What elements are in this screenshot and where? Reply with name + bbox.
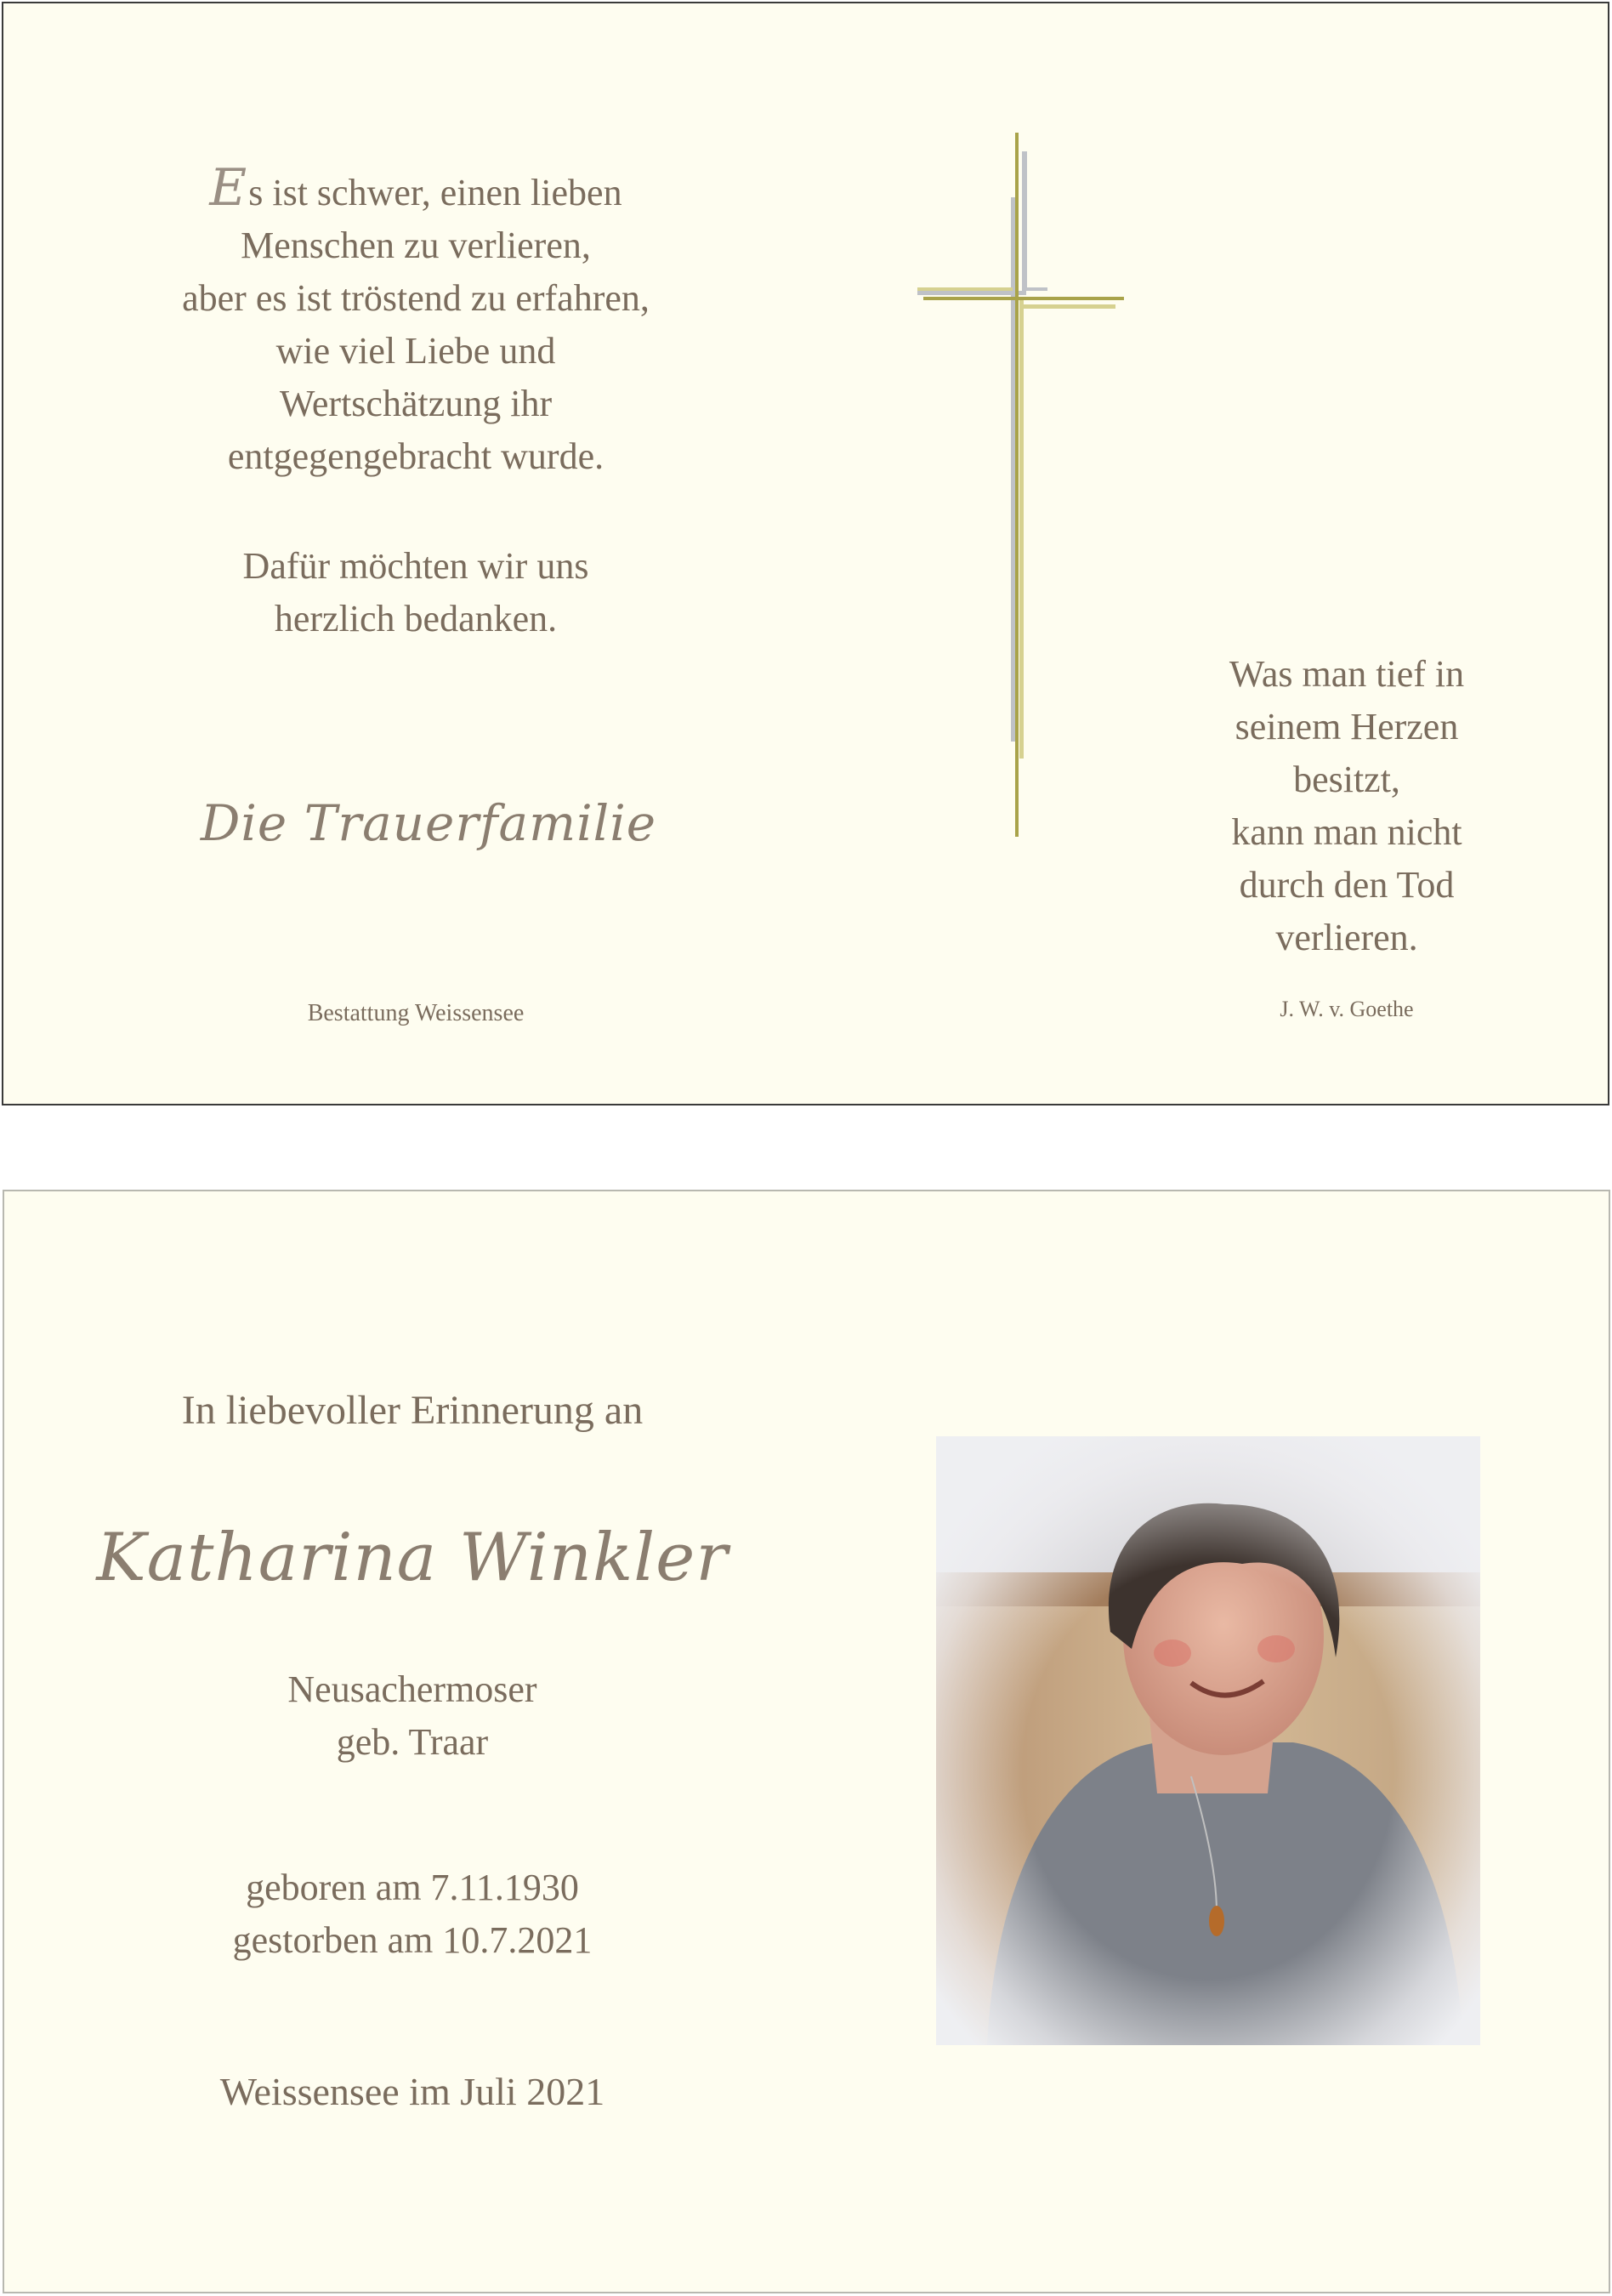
cross-light-vertical-main [1019,299,1024,759]
verse-initial: E [209,158,249,218]
quote-line-3: besitzt, [1293,759,1400,800]
funeral-home: Bestattung Weissensee [307,1000,525,1026]
card-inside [2,2,1609,1105]
verse-left [54,158,777,483]
thanks-line-1: Dafür möchten wir uns [242,545,589,587]
birth-date: geboren am 7.11.1930 [246,1867,579,1908]
quote [1151,648,1542,964]
thanks-text [54,540,777,645]
quote-line-2: seinem Herzen [1235,706,1459,747]
cross-olive-horizontal [923,297,1124,300]
verse-line-3: aber es ist tröstend zu erfahren, [182,277,650,319]
verse-line-1: Es ist schwer, einen lieben [209,158,622,218]
cross-icon [913,129,1134,844]
maiden-name: geb. Traar [336,1721,489,1763]
thanks-line-2: herzlich bedanken. [274,598,558,639]
quote-author: J. W. v. Goethe [1280,997,1414,1021]
quote-line-5: durch den Tod [1239,864,1455,906]
names-block [72,1663,752,1769]
quote-line-6: verlieren. [1275,917,1418,958]
cross-grey-vertical-short [1022,151,1027,287]
verse-line-5: Wertschätzung ihr [279,383,553,424]
intro-text: In liebevoller Erinnerung an [181,1388,644,1433]
cross-grey-horizontal [917,291,1026,295]
quote-line-4: kann man nicht [1231,811,1462,853]
cross-grey-horizontal-short [1022,287,1047,291]
portrait-photo [936,1436,1480,2045]
house-name: Neusachermoser [287,1668,537,1710]
verse-line-6: entgegengebracht wurde. [227,435,604,477]
death-date: gestorben am 10.7.2021 [232,1919,593,1961]
quote-line-1: Was man tief in [1229,653,1465,695]
verse-line-4: wie viel Liebe und [275,330,556,372]
place-date: Weissensee im Juli 2021 [219,2070,605,2113]
signature: Die Trauerfamilie [200,794,657,852]
portrait-image [936,1436,1480,2045]
dates-block [72,1861,752,1967]
deceased-name: Katharina Winkler [96,1520,729,1596]
cross-olive-vertical [1015,133,1019,837]
cross-light-horizontal-right [1024,304,1115,309]
card-front [3,1190,1610,2293]
photo-vignette [936,1436,1480,2045]
verse-line-2: Menschen zu verlieren, [241,224,591,266]
cross-light-horizontal [917,287,1013,291]
